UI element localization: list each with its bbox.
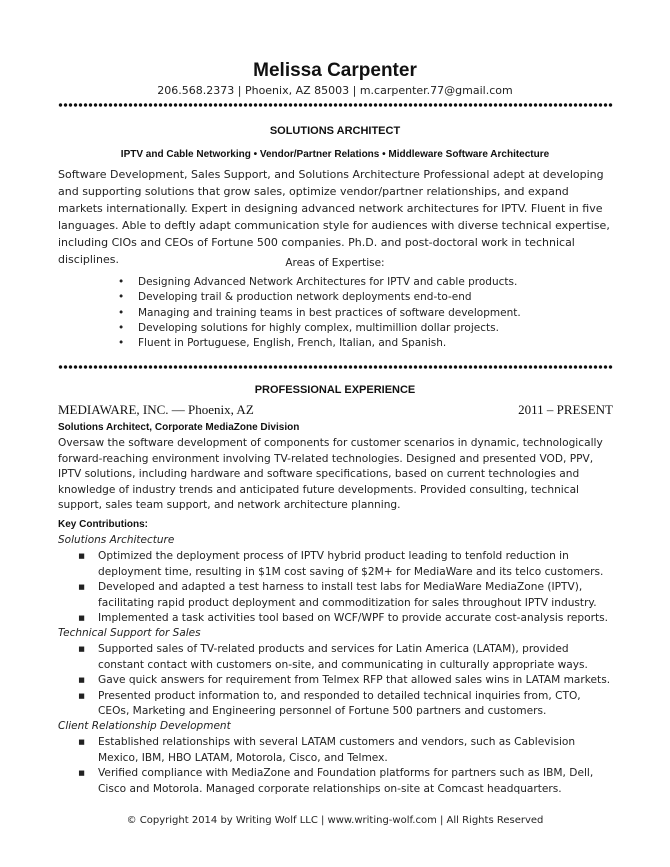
group-label: Client Relationship Development: [58, 720, 231, 732]
company-row: [58, 402, 613, 418]
contribution-item: [78, 611, 613, 627]
contribution-item: [78, 766, 613, 797]
bullet-icon: •: [118, 306, 125, 319]
area-text: Fluent in Portuguese, English, French, Italian, and Spanish.: [138, 337, 447, 350]
company-name: MEDIAWARE, INC. — Phoenix, AZ: [58, 402, 254, 417]
contribution-item: [78, 689, 613, 720]
footer-copyright: © Copyright 2014 by Writing Wolf LLC | www.writing-wolf.com | All Rights Reserved: [126, 815, 544, 826]
contributions-list: [78, 549, 613, 627]
job-title: Solutions Architect, Corporate MediaZone Division: [58, 422, 300, 433]
contribution-text: Supported sales of TV-related products and services for Latin America (LATAM), provided constant contact with customers on-site, and communicating in culturally appropriate ways.: [98, 643, 588, 671]
contribution-text: Presented product information to, and responded to detailed technical inquiries from, CTO, CEOs, Marketing and Engineering personnel of Fortune 500 partners and customers.: [98, 689, 581, 717]
contribution-item: [78, 580, 613, 611]
contact-line: 206.568.2373 | Phoenix, AZ 85003 | m.carpenter.77@gmail.com: [157, 84, 513, 97]
contribution-item: [78, 549, 613, 580]
areas-title: Areas of Expertise:: [285, 257, 385, 269]
contribution-text: Optimized the deployment process of IPTV hybrid product leading to tenfold reduction in deployment time, resulting in $1M cost saving of $2M+ for MediaWare and its telco customers.: [98, 550, 604, 578]
bullet-icon: •: [118, 291, 125, 304]
area-text: Developing solutions for highly complex, multimillion dollar projects.: [138, 321, 499, 334]
bullet-icon: •: [118, 337, 125, 350]
bullet-icon: ▪: [78, 736, 86, 748]
bullet-icon: ▪: [78, 689, 86, 702]
bullet-icon: ▪: [78, 581, 86, 593]
bullet-icon: ▪: [78, 550, 86, 562]
bullet-icon: ▪: [78, 767, 86, 779]
divider-top: [58, 103, 613, 107]
experience-title: PROFESSIONAL EXPERIENCE: [254, 384, 416, 396]
bullet-icon: •: [118, 276, 125, 288]
area-item: [118, 321, 608, 336]
summary-title: SOLUTIONS ARCHITECT: [269, 125, 401, 137]
contribution-text: Implemented a task activities tool based on WCF/WPF to provide accurate cost-analysis reports.: [98, 612, 608, 624]
contribution-text: Gave quick answers for requirement from Telmex RFP that allowed sales wins in LATAM markets.: [98, 674, 611, 686]
contribution-text: Verified compliance with MediaZone and Foundation platforms for partners such as IBM, Dell, Cisco and Motorola. Managed corporate relationships on-site at Comcast headquarters.: [98, 767, 594, 795]
area-item: [118, 306, 608, 321]
summary-text: Software Development, Sales Support, and Solutions Architecture Professional adept at developing and supporting solutions that grow sales, optimize vendor/partner relationships, and expand markets internationally. Expert in designing advanced network architectures for IPTV. Fluent in five languages. Able to deftly adapt communication style for audiences with diverse technical expertise, including CIOs and CEOs of Fortune 500 companies. Ph.D. and post-doctoral work in technical disciplines.: [58, 168, 610, 266]
bullet-icon: ▪: [78, 674, 86, 686]
employment-dates: 2011 – PRESENT: [518, 402, 613, 417]
contributions-list: [78, 642, 613, 720]
bullet-icon: ▪: [78, 643, 86, 655]
contribution-item: [78, 642, 613, 673]
area-item: [118, 290, 608, 305]
area-item: [118, 336, 608, 351]
contribution-item: [78, 735, 613, 766]
contribution-text: Developed and adapted a test harness to install test labs for MediaWare MediaZone (IPTV), facilitating rapid product deployment and commoditization for sales throughout IPTV industry.: [98, 581, 597, 609]
job-description: Oversaw the software development of components for customer scenarios in dynamic, technologically forward-reaching environment involving TV-related technologies. Designed and presented VOD, PPV, IPTV solutions, including hardware and software specifications, based on current technologies and knowledge of industry trends and anticipated future developments. Provided consulting, technical support, sales team support, and network architecture planning.: [58, 437, 603, 511]
bullet-icon: •: [118, 321, 125, 334]
summary-tagline: IPTV and Cable Networking • Vendor/Partner Relations • Middleware Software Architecture: [120, 149, 550, 160]
bullet-icon: ▪: [78, 612, 86, 624]
contribution-text: Established relationships with several LATAM customers and vendors, such as Cablevision Mexico, IBM, HBO LATAM, Motorola, Cisco, and Telmex.: [98, 736, 576, 764]
area-item: [118, 275, 608, 290]
area-text: Designing Advanced Network Architectures for IPTV and cable products.: [138, 276, 518, 288]
candidate-name: Melissa Carpenter: [253, 60, 417, 81]
areas-list: [118, 275, 608, 351]
area-text: Developing trail & production network deployments end-to-end: [138, 291, 472, 304]
group-label: Technical Support for Sales: [58, 627, 201, 639]
divider-middle: [58, 365, 613, 369]
contributions-list: [78, 735, 613, 797]
group-label: Solutions Architecture: [58, 534, 175, 546]
contribution-item: [78, 673, 613, 689]
key-contributions-label: Key Contributions:: [58, 519, 148, 530]
area-text: Managing and training teams in best practices of software development.: [138, 306, 521, 319]
